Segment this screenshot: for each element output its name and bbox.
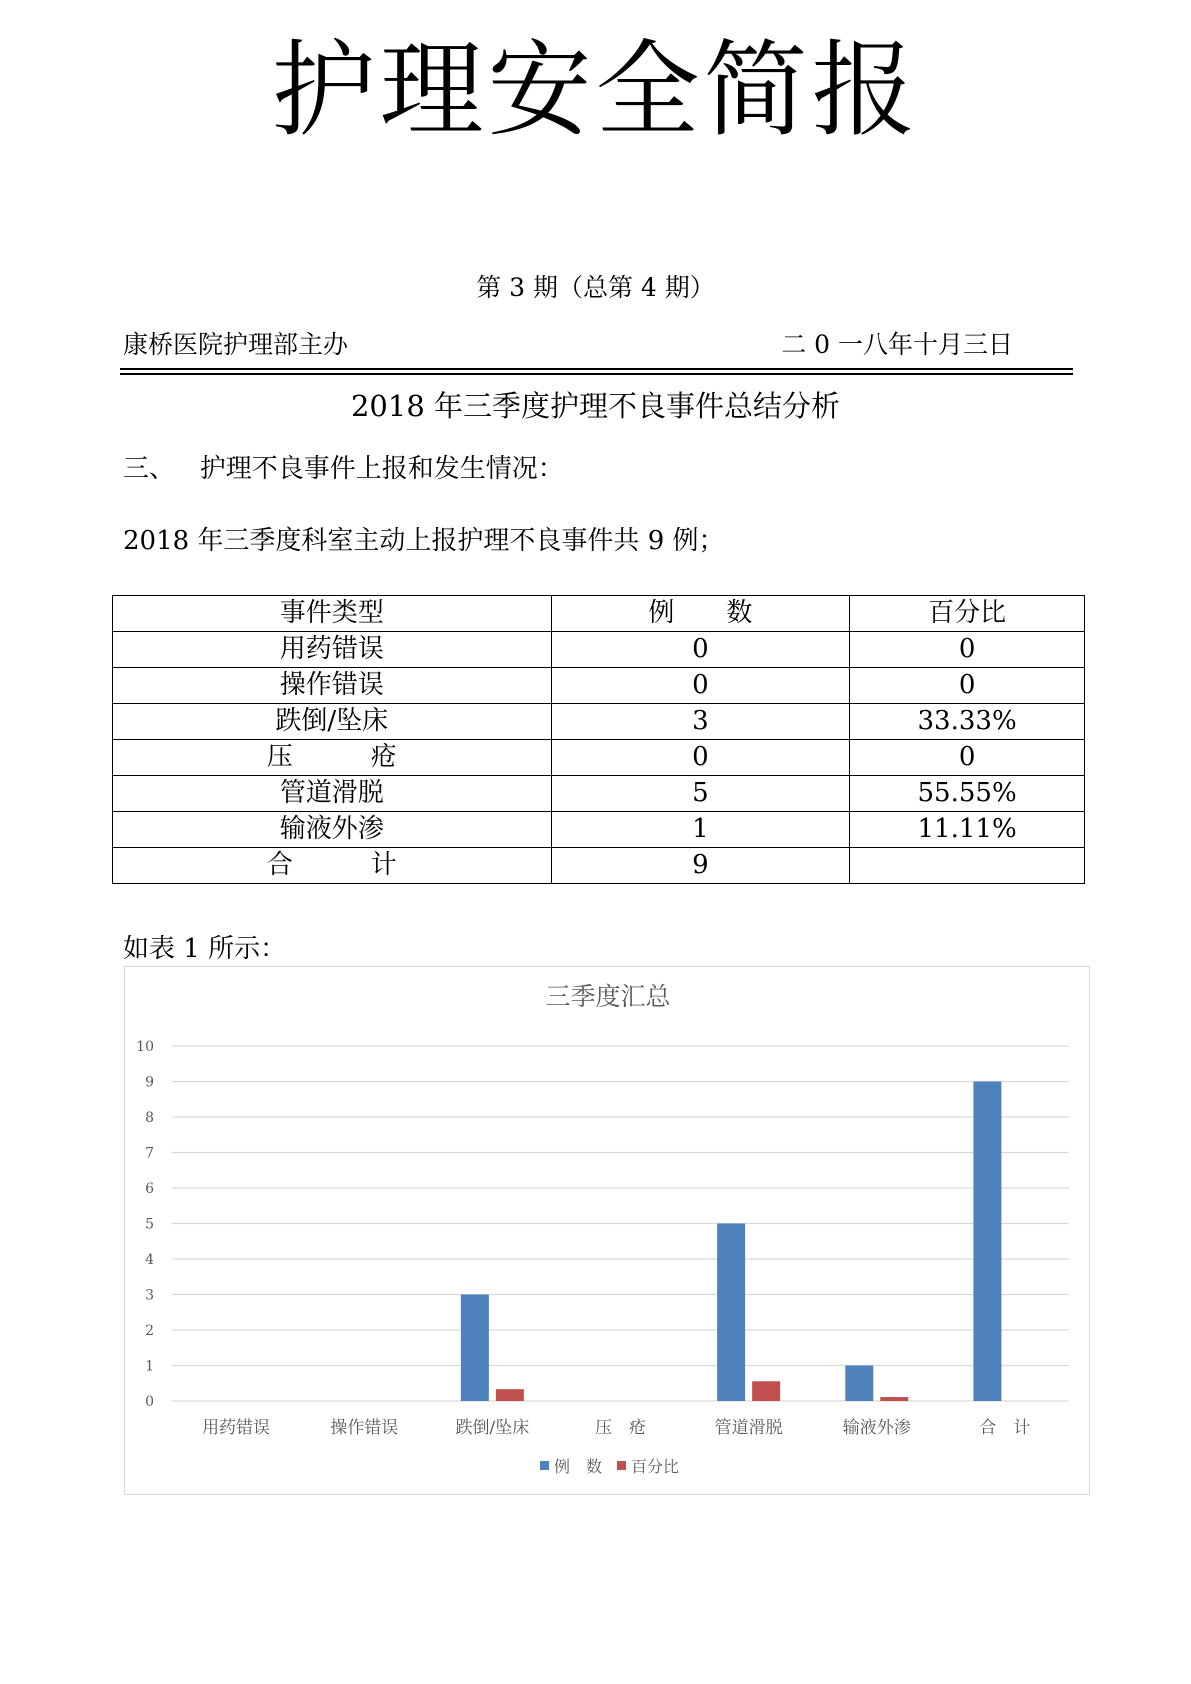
y-tick-label: 4 — [145, 1252, 154, 1268]
cell-event-type: 压 疮 — [113, 740, 552, 776]
chart-title: 三季度汇总 — [545, 982, 671, 1011]
cell-count: 0 — [551, 740, 850, 776]
x-category-label: 管道滑脱 — [714, 1418, 783, 1438]
x-category-label: 用药错误 — [202, 1418, 271, 1438]
section-heading: 三、 护理不良事件上报和发生情况： — [123, 454, 564, 484]
bar-percentage — [496, 1389, 524, 1401]
header-divider-bottom — [120, 373, 1073, 375]
cell-count: 9 — [551, 848, 850, 884]
cell-count: 5 — [551, 776, 850, 812]
cell-percentage: 0 — [850, 668, 1085, 704]
header-percentage: 百分比 — [850, 596, 1085, 632]
bar-chart — [124, 966, 1090, 1495]
cell-percentage: 33.33% — [850, 704, 1085, 740]
table-row — [113, 776, 1085, 812]
y-tick-label: 2 — [145, 1323, 154, 1339]
header-divider-top — [120, 368, 1073, 370]
sponsor-text: 康桥医院护理部主办 — [123, 330, 349, 359]
x-category-label: 跌倒/坠床 — [455, 1418, 530, 1438]
y-tick-label: 0 — [145, 1394, 154, 1410]
cell-event-type: 合 计 — [113, 848, 552, 884]
table-total-row — [113, 848, 1085, 884]
cell-percentage: 0 — [850, 632, 1085, 668]
bar-count — [461, 1295, 489, 1402]
y-tick-label: 7 — [145, 1145, 154, 1162]
bar-count — [717, 1224, 745, 1402]
legend-label: 百分比 — [631, 1457, 680, 1476]
cell-percentage — [850, 848, 1085, 884]
header-event-type: 事件类型 — [113, 596, 552, 632]
cell-event-type: 操作错误 — [113, 668, 552, 704]
cell-event-type: 跌倒/坠床 — [113, 704, 552, 740]
legend-swatch — [617, 1461, 626, 1470]
table-row — [113, 740, 1085, 776]
cell-percentage: 55.55% — [850, 776, 1085, 812]
cell-count: 1 — [551, 812, 850, 848]
header-count: 例 数 — [551, 596, 850, 632]
bar-count — [973, 1082, 1001, 1402]
table-caption: 如表 1 所示： — [123, 934, 287, 964]
table-row — [113, 812, 1085, 848]
chart-canvas — [125, 967, 1091, 1496]
cell-event-type: 用药错误 — [113, 632, 552, 668]
cell-count: 0 — [551, 668, 850, 704]
table-header-row — [113, 596, 1085, 632]
legend-swatch — [540, 1461, 549, 1470]
y-tick-label: 1 — [145, 1358, 154, 1375]
event-stats-table — [112, 595, 1085, 884]
x-category-label: 压 疮 — [595, 1418, 646, 1438]
y-tick-label: 6 — [145, 1181, 154, 1197]
y-tick-label: 10 — [136, 1039, 154, 1055]
x-category-label: 合 计 — [979, 1418, 1031, 1438]
table-row — [113, 632, 1085, 668]
x-category-label: 操作错误 — [330, 1418, 399, 1438]
x-category-label: 输液外渗 — [842, 1418, 911, 1438]
table-row — [113, 704, 1085, 740]
cell-event-type: 管道滑脱 — [113, 776, 552, 812]
cell-count: 3 — [551, 704, 850, 740]
issue-number: 第 3 期（总第 4 期） — [476, 273, 715, 302]
table-row — [113, 668, 1085, 704]
y-tick-label: 8 — [145, 1110, 154, 1126]
cell-event-type: 输液外渗 — [113, 812, 552, 848]
issue-date: 二 0 一八年十月三日 — [781, 330, 1013, 359]
bar-percentage — [752, 1381, 780, 1401]
cell-percentage: 11.11% — [850, 812, 1085, 848]
bar-percentage — [880, 1397, 908, 1401]
cell-count: 0 — [551, 632, 850, 668]
bar-count — [845, 1366, 873, 1402]
cell-percentage: 0 — [850, 740, 1085, 776]
legend-label: 例 数 — [554, 1457, 603, 1476]
article-title: 2018 年三季度护理不良事件总结分析 — [350, 389, 841, 423]
y-tick-label: 9 — [145, 1074, 154, 1091]
newsletter-title: 护理安全简报 — [271, 29, 920, 151]
y-tick-label: 3 — [145, 1287, 154, 1304]
summary-text: 2018 年三季度科室主动上报护理不良事件共 9 例； — [123, 526, 725, 556]
y-tick-label: 5 — [145, 1216, 154, 1233]
